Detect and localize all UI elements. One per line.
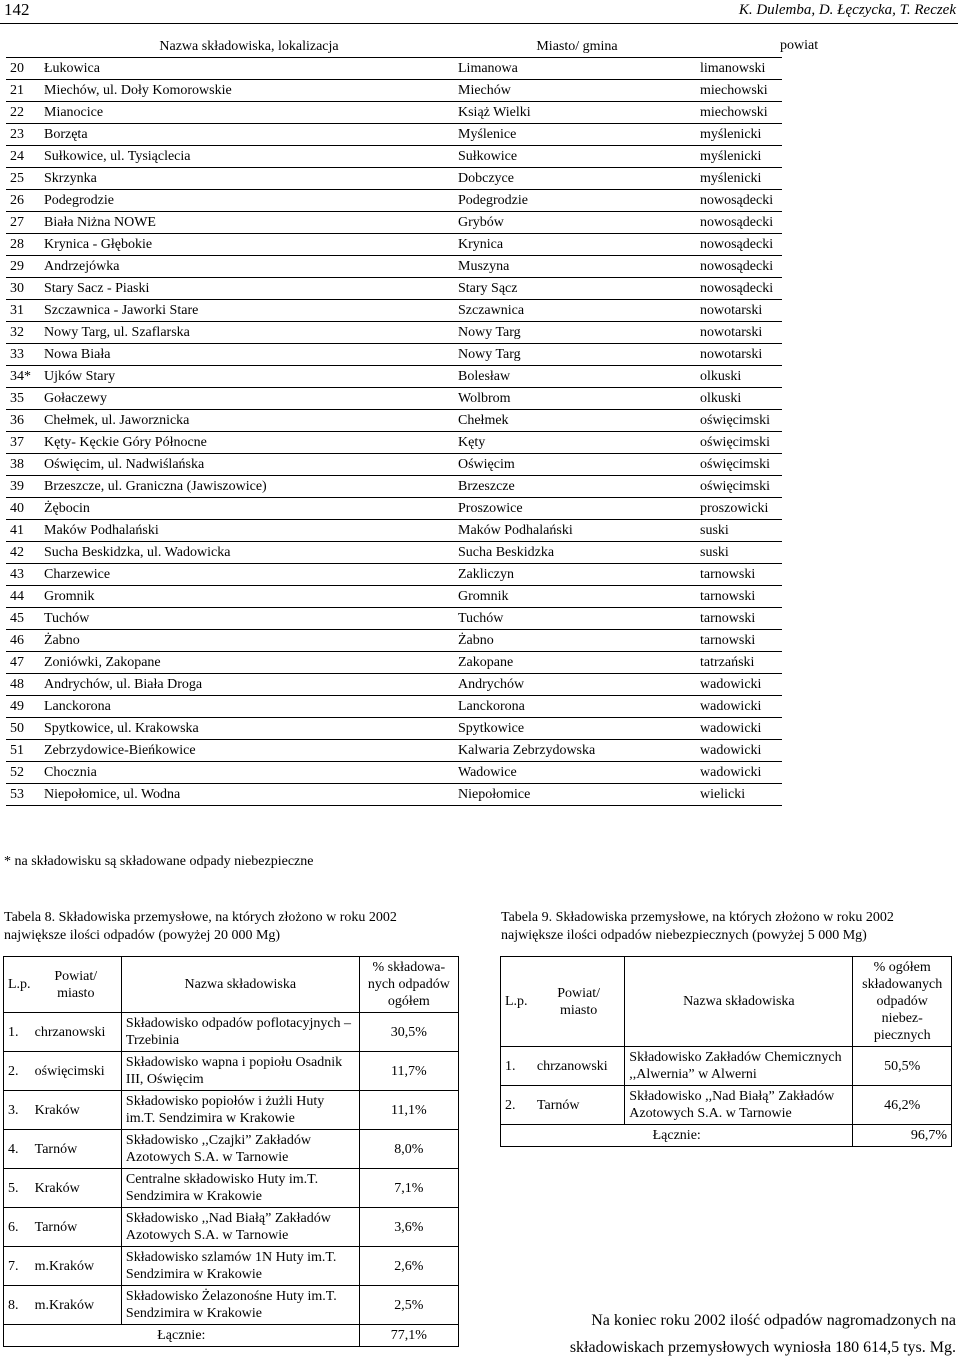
- table-row: [6, 608, 782, 630]
- landfill-table: [6, 36, 782, 806]
- table9-powiat: chrzanowski: [533, 1047, 625, 1086]
- landfill-gmina: Bolesław: [456, 366, 698, 388]
- table8-row: [4, 1169, 459, 1208]
- table-row: [6, 124, 782, 146]
- landfill-powiat: suski: [698, 520, 782, 542]
- row-number: 38: [6, 454, 42, 476]
- landfill-powiat: wielicki: [698, 784, 782, 806]
- table9-total-row: [501, 1125, 952, 1147]
- table9-header: [501, 957, 952, 1047]
- table8-header-lp: L.p.: [4, 957, 31, 1013]
- landfill-gmina: Książ Wielki: [456, 102, 698, 124]
- table9-caption-line1: Tabela 9. Składowiska przemysłowe, na których złożono w roku 2002: [501, 910, 894, 925]
- table8-row: [4, 1052, 459, 1091]
- landfill-gmina: Myślenice: [456, 124, 698, 146]
- table8-caption-line2: największe ilości odpadów (powyżej 20 000 Mg): [4, 928, 281, 943]
- row-number: 46: [6, 630, 42, 652]
- table-row: [6, 300, 782, 322]
- running-head-authors: K. Dulemba, D. Łęczycka, T. Reczek: [738, 2, 956, 18]
- landfill-gmina: Limanowa: [456, 58, 698, 80]
- table8-powiat: chrzanowski: [31, 1013, 122, 1052]
- table9-total-value: 96,7%: [853, 1125, 952, 1147]
- landfill-name: Zoniówki, Zakopane: [42, 652, 456, 674]
- landfill-name: Niepołomice, ul. Wodna: [42, 784, 456, 806]
- landfill-gmina: Krynica: [456, 234, 698, 256]
- landfill-name: Borzęta: [42, 124, 456, 146]
- row-number: 24: [6, 146, 42, 168]
- table8-pct: 11,7%: [359, 1052, 458, 1091]
- table-row: [6, 234, 782, 256]
- row-number: 25: [6, 168, 42, 190]
- landfill-powiat: tarnowski: [698, 608, 782, 630]
- table-row: [6, 652, 782, 674]
- landfill-name: Chocznia: [42, 762, 456, 784]
- table8-pct: 30,5%: [359, 1013, 458, 1052]
- table-row: [6, 740, 782, 762]
- landfill-name: Skrzynka: [42, 168, 456, 190]
- landfill-powiat: nowotarski: [698, 344, 782, 366]
- row-number: 28: [6, 234, 42, 256]
- landfill-powiat: myślenicki: [698, 146, 782, 168]
- table-row: [6, 278, 782, 300]
- table9-caption: [501, 909, 941, 945]
- header-rule: [0, 23, 958, 24]
- landfill-name: Sułkowice, ul. Tysiąclecia: [42, 146, 456, 168]
- table8-name: Składowisko odpadów poflotacyjnych – Trzebinia: [121, 1013, 359, 1052]
- table8-pct: 3,6%: [359, 1208, 458, 1247]
- table-row: [6, 586, 782, 608]
- header-powiat: powiat: [780, 38, 819, 53]
- table8-powiat: m.Kraków: [31, 1286, 122, 1325]
- table-row: [6, 80, 782, 102]
- landfill-gmina: Zakopane: [456, 652, 698, 674]
- landfill-powiat: oświęcimski: [698, 432, 782, 454]
- landfill-gmina: Muszyna: [456, 256, 698, 278]
- landfill-name: Chełmek, ul. Jaworznicka: [42, 410, 456, 432]
- table-row: [6, 696, 782, 718]
- table9-lp: 2.: [501, 1086, 533, 1125]
- row-number: 32: [6, 322, 42, 344]
- table8-powiat: Kraków: [31, 1091, 122, 1130]
- landfill-name: Maków Podhalański: [42, 520, 456, 542]
- footnote: * na składowisku są składowane odpady niebezpieczne: [4, 854, 314, 869]
- row-number: 21: [6, 80, 42, 102]
- table8-row: [4, 1013, 459, 1052]
- landfill-powiat: tarnowski: [698, 586, 782, 608]
- landfill-gmina: Wolbrom: [456, 388, 698, 410]
- landfill-name: Zebrzydowice-Bieńkowice: [42, 740, 456, 762]
- landfill-name: Lanckorona: [42, 696, 456, 718]
- table8-pct: 11,1%: [359, 1091, 458, 1130]
- landfill-name: Żabno: [42, 630, 456, 652]
- landfill-gmina: Gromnik: [456, 586, 698, 608]
- landfill-name: Stary Sacz - Piaski: [42, 278, 456, 300]
- table-row: [6, 542, 782, 564]
- table8-header: [4, 957, 459, 1013]
- landfill-powiat: wadowicki: [698, 696, 782, 718]
- landfill-powiat: suski: [698, 542, 782, 564]
- table8-name: Centralne składowisko Huty im.T. Sendzimira w Krakowie: [121, 1169, 359, 1208]
- landfill-gmina: Oświęcim: [456, 454, 698, 476]
- landfill-powiat: nowosądecki: [698, 234, 782, 256]
- table8-name: Składowisko Żelazonośne Huty im.T. Sendzimira w Krakowie: [121, 1286, 359, 1325]
- row-number: 27: [6, 212, 42, 234]
- table9-pct: 50,5%: [853, 1047, 952, 1086]
- landfill-name: Tuchów: [42, 608, 456, 630]
- landfill-name: Mianocice: [42, 102, 456, 124]
- landfill-powiat: miechowski: [698, 102, 782, 124]
- landfill-name: Nowa Biała: [42, 344, 456, 366]
- row-number: 40: [6, 498, 42, 520]
- landfill-name: Sucha Beskidzka, ul. Wadowicka: [42, 542, 456, 564]
- landfill-powiat: wadowicki: [698, 718, 782, 740]
- table8-total-value: 77,1%: [359, 1325, 458, 1347]
- table-row: [6, 212, 782, 234]
- table8-caption: [4, 909, 444, 945]
- table8-lp: 6.: [4, 1208, 31, 1247]
- table8-powiat: oświęcimski: [31, 1052, 122, 1091]
- row-number: 26: [6, 190, 42, 212]
- landfill-name: Krynica - Głębokie: [42, 234, 456, 256]
- landfill-powiat: oświęcimski: [698, 410, 782, 432]
- row-number: 34*: [6, 366, 42, 388]
- table-row: [6, 520, 782, 542]
- landfill-powiat: nowosądecki: [698, 190, 782, 212]
- row-number: 41: [6, 520, 42, 542]
- table-row: [6, 476, 782, 498]
- row-number: 23: [6, 124, 42, 146]
- landfill-powiat: olkuski: [698, 366, 782, 388]
- landfill-name: Gromnik: [42, 586, 456, 608]
- table8-caption-line1: Tabela 8. Składowiska przemysłowe, na których złożono w roku 2002: [4, 910, 397, 925]
- landfill-gmina: Spytkowice: [456, 718, 698, 740]
- landfill-name: Nowy Targ, ul. Szaflarska: [42, 322, 456, 344]
- landfill-gmina: Zakliczyn: [456, 564, 698, 586]
- row-number: 31: [6, 300, 42, 322]
- row-number: 36: [6, 410, 42, 432]
- landfill-name: Andrzejówka: [42, 256, 456, 278]
- landfill-gmina: Grybów: [456, 212, 698, 234]
- landfill-name: Gołaczewy: [42, 388, 456, 410]
- landfill-name: Charzewice: [42, 564, 456, 586]
- table8-pct: 7,1%: [359, 1169, 458, 1208]
- table9-pct: 46,2%: [853, 1086, 952, 1125]
- table8-lp: 3.: [4, 1091, 31, 1130]
- table9-lp: 1.: [501, 1047, 533, 1086]
- landfill-powiat: limanowski: [698, 58, 782, 80]
- table8: [3, 956, 459, 1347]
- landfill-powiat: oświęcimski: [698, 476, 782, 498]
- landfill-name: Żębocin: [42, 498, 456, 520]
- table8-name: Składowisko ,,Nad Białą” Zakładów Azotowych S.A. w Tarnowie: [121, 1208, 359, 1247]
- table-row: [6, 146, 782, 168]
- table-row: [6, 498, 782, 520]
- landfill-powiat: proszowicki: [698, 498, 782, 520]
- table8-row: [4, 1286, 459, 1325]
- landfill-powiat: nowosądecki: [698, 278, 782, 300]
- landfill-name: Podegrodzie: [42, 190, 456, 212]
- landfill-gmina: Kalwaria Zebrzydowska: [456, 740, 698, 762]
- landfill-gmina: Tuchów: [456, 608, 698, 630]
- table8-name: Składowisko szlamów 1N Huty im.T. Sendzimira w Krakowie: [121, 1247, 359, 1286]
- table-row: [6, 762, 782, 784]
- table8-row: [4, 1247, 459, 1286]
- table8-lp: 4.: [4, 1130, 31, 1169]
- landfill-gmina: Wadowice: [456, 762, 698, 784]
- landfill-gmina: Niepołomice: [456, 784, 698, 806]
- landfill-powiat: nowosądecki: [698, 212, 782, 234]
- landfill-gmina: Chełmek: [456, 410, 698, 432]
- table-row: [6, 344, 782, 366]
- landfill-powiat: wadowicki: [698, 674, 782, 696]
- table9-powiat: Tarnów: [533, 1086, 625, 1125]
- row-number: 45: [6, 608, 42, 630]
- landfill-gmina: Sułkowice: [456, 146, 698, 168]
- row-number: 47: [6, 652, 42, 674]
- table-row: [6, 718, 782, 740]
- table8-pct: 2,6%: [359, 1247, 458, 1286]
- row-number: 20: [6, 58, 42, 80]
- landfill-name: Łukowica: [42, 58, 456, 80]
- table-row: [6, 102, 782, 124]
- table9-total-label: Łącznie:: [501, 1125, 853, 1147]
- landfill-gmina: Szczawnica: [456, 300, 698, 322]
- table-row: [6, 366, 782, 388]
- table8-name: Składowisko popiołów i żużli Huty im.T. Sendzimira w Krakowie: [121, 1091, 359, 1130]
- landfill-gmina: Brzeszcze: [456, 476, 698, 498]
- table8-powiat: Tarnów: [31, 1130, 122, 1169]
- landfill-gmina: Nowy Targ: [456, 322, 698, 344]
- table9-row: [501, 1086, 952, 1125]
- table8-row: [4, 1091, 459, 1130]
- landfill-powiat: nowotarski: [698, 300, 782, 322]
- landfill-gmina: Żabno: [456, 630, 698, 652]
- table-row: [6, 388, 782, 410]
- landfill-name: Brzeszcze, ul. Graniczna (Jawiszowice): [42, 476, 456, 498]
- landfill-name: Biała Niżna NOWE: [42, 212, 456, 234]
- table-row: [6, 190, 782, 212]
- row-number: 43: [6, 564, 42, 586]
- table9-name: Składowisko Zakładów Chemicznych ,,Alwernia” w Alwerni: [625, 1047, 853, 1086]
- page-header: [0, 0, 960, 24]
- table-row: [6, 168, 782, 190]
- landfill-gmina: Nowy Targ: [456, 344, 698, 366]
- table9-header-pct: % ogółem składowanych odpadów niebez-piecznych: [853, 957, 952, 1047]
- landfill-name: Szczawnica - Jaworki Stare: [42, 300, 456, 322]
- table8-name: Składowisko ,,Czajki” Zakładów Azotowych S.A. w Tarnowie: [121, 1130, 359, 1169]
- landfill-table-header: [6, 36, 782, 58]
- table9-header-name: Nazwa składowiska: [625, 957, 853, 1047]
- landfill-gmina: Dobczyce: [456, 168, 698, 190]
- table-row: [6, 256, 782, 278]
- table8-header-pct: % składowa-nych odpadów ogółem: [359, 957, 458, 1013]
- row-number: 33: [6, 344, 42, 366]
- landfill-powiat: nowotarski: [698, 322, 782, 344]
- header-gmina: Miasto/ gmina: [456, 36, 698, 58]
- landfill-gmina: Maków Podhalański: [456, 520, 698, 542]
- table8-total-label: Łącznie:: [4, 1325, 360, 1347]
- row-number: 35: [6, 388, 42, 410]
- landfill-name: Spytkowice, ul. Krakowska: [42, 718, 456, 740]
- landfill-powiat: olkuski: [698, 388, 782, 410]
- row-number: 22: [6, 102, 42, 124]
- landfill-powiat: wadowicki: [698, 762, 782, 784]
- table8-lp: 1.: [4, 1013, 31, 1052]
- landfill-gmina: Podegrodzie: [456, 190, 698, 212]
- landfill-powiat: tarnowski: [698, 630, 782, 652]
- table8-row: [4, 1130, 459, 1169]
- landfill-gmina: Proszowice: [456, 498, 698, 520]
- landfill-gmina: Miechów: [456, 80, 698, 102]
- table-row: [6, 454, 782, 476]
- closing-paragraph: Na koniec roku 2002 ilość odpadów nagromadzonych na składowiskach przemysłowych wyniosła 180 614,5 tys. Mg.: [569, 1312, 956, 1356]
- table8-total-row: [4, 1325, 459, 1347]
- row-number: 39: [6, 476, 42, 498]
- landfill-name: Miechów, ul. Doły Komorowskie: [42, 80, 456, 102]
- landfill-gmina: Sucha Beskidzka: [456, 542, 698, 564]
- landfill-gmina: Kęty: [456, 432, 698, 454]
- landfill-name: Andrychów, ul. Biała Droga: [42, 674, 456, 696]
- table8-powiat: Kraków: [31, 1169, 122, 1208]
- landfill-powiat: tatrzański: [698, 652, 782, 674]
- landfill-powiat: myślenicki: [698, 124, 782, 146]
- table8-powiat: m.Kraków: [31, 1247, 122, 1286]
- table9: [500, 956, 952, 1147]
- row-number: 44: [6, 586, 42, 608]
- table9-caption-line2: największe ilości odpadów niebezpiecznych (powyżej 5 000 Mg): [501, 928, 867, 943]
- table8-header-name: Nazwa składowiska: [121, 957, 359, 1013]
- row-number: 49: [6, 696, 42, 718]
- row-number: 53: [6, 784, 42, 806]
- row-number: 30: [6, 278, 42, 300]
- table-row: [6, 58, 782, 80]
- table8-lp: 8.: [4, 1286, 31, 1325]
- landfill-name: Kęty- Kęckie Góry Północne: [42, 432, 456, 454]
- table8-pct: 8,0%: [359, 1130, 458, 1169]
- landfill-gmina: Stary Sącz: [456, 278, 698, 300]
- landfill-gmina: Andrychów: [456, 674, 698, 696]
- table8-name: Składowisko wapna i popiołu Osadnik III, Oświęcim: [121, 1052, 359, 1091]
- row-number: 48: [6, 674, 42, 696]
- header-name: Nazwa składowiska, lokalizacja: [42, 36, 456, 58]
- table-row: [6, 784, 782, 806]
- landfill-gmina: Lanckorona: [456, 696, 698, 718]
- row-number: 37: [6, 432, 42, 454]
- page-number: 142: [4, 0, 30, 19]
- landfill-powiat: tarnowski: [698, 564, 782, 586]
- table8-pct: 2,5%: [359, 1286, 458, 1325]
- table9-name: Składowisko ,,Nad Białą” Zakładów Azotowych S.A. w Tarnowie: [625, 1086, 853, 1125]
- table9-row: [501, 1047, 952, 1086]
- table8-header-powiat: Powiat/ miasto: [31, 957, 122, 1013]
- row-number: 52: [6, 762, 42, 784]
- row-number: 51: [6, 740, 42, 762]
- table-row: [6, 322, 782, 344]
- landfill-name: Oświęcim, ul. Nadwiślańska: [42, 454, 456, 476]
- table8-lp: 2.: [4, 1052, 31, 1091]
- table9-header-powiat: Powiat/ miasto: [533, 957, 625, 1047]
- row-number: 29: [6, 256, 42, 278]
- table8-powiat: Tarnów: [31, 1208, 122, 1247]
- landfill-powiat: myślenicki: [698, 168, 782, 190]
- landfill-powiat: oświęcimski: [698, 454, 782, 476]
- table9-header-lp: L.p.: [501, 957, 533, 1047]
- landfill-powiat: wadowicki: [698, 740, 782, 762]
- table-row: [6, 410, 782, 432]
- table-row: [6, 564, 782, 586]
- table8-row: [4, 1208, 459, 1247]
- table8-lp: 7.: [4, 1247, 31, 1286]
- table-row: [6, 630, 782, 652]
- row-number: 42: [6, 542, 42, 564]
- row-number: 50: [6, 718, 42, 740]
- landfill-name: Ujków Stary: [42, 366, 456, 388]
- landfill-powiat: miechowski: [698, 80, 782, 102]
- landfill-powiat: nowosądecki: [698, 256, 782, 278]
- table8-lp: 5.: [4, 1169, 31, 1208]
- table-row: [6, 432, 782, 454]
- table-row: [6, 674, 782, 696]
